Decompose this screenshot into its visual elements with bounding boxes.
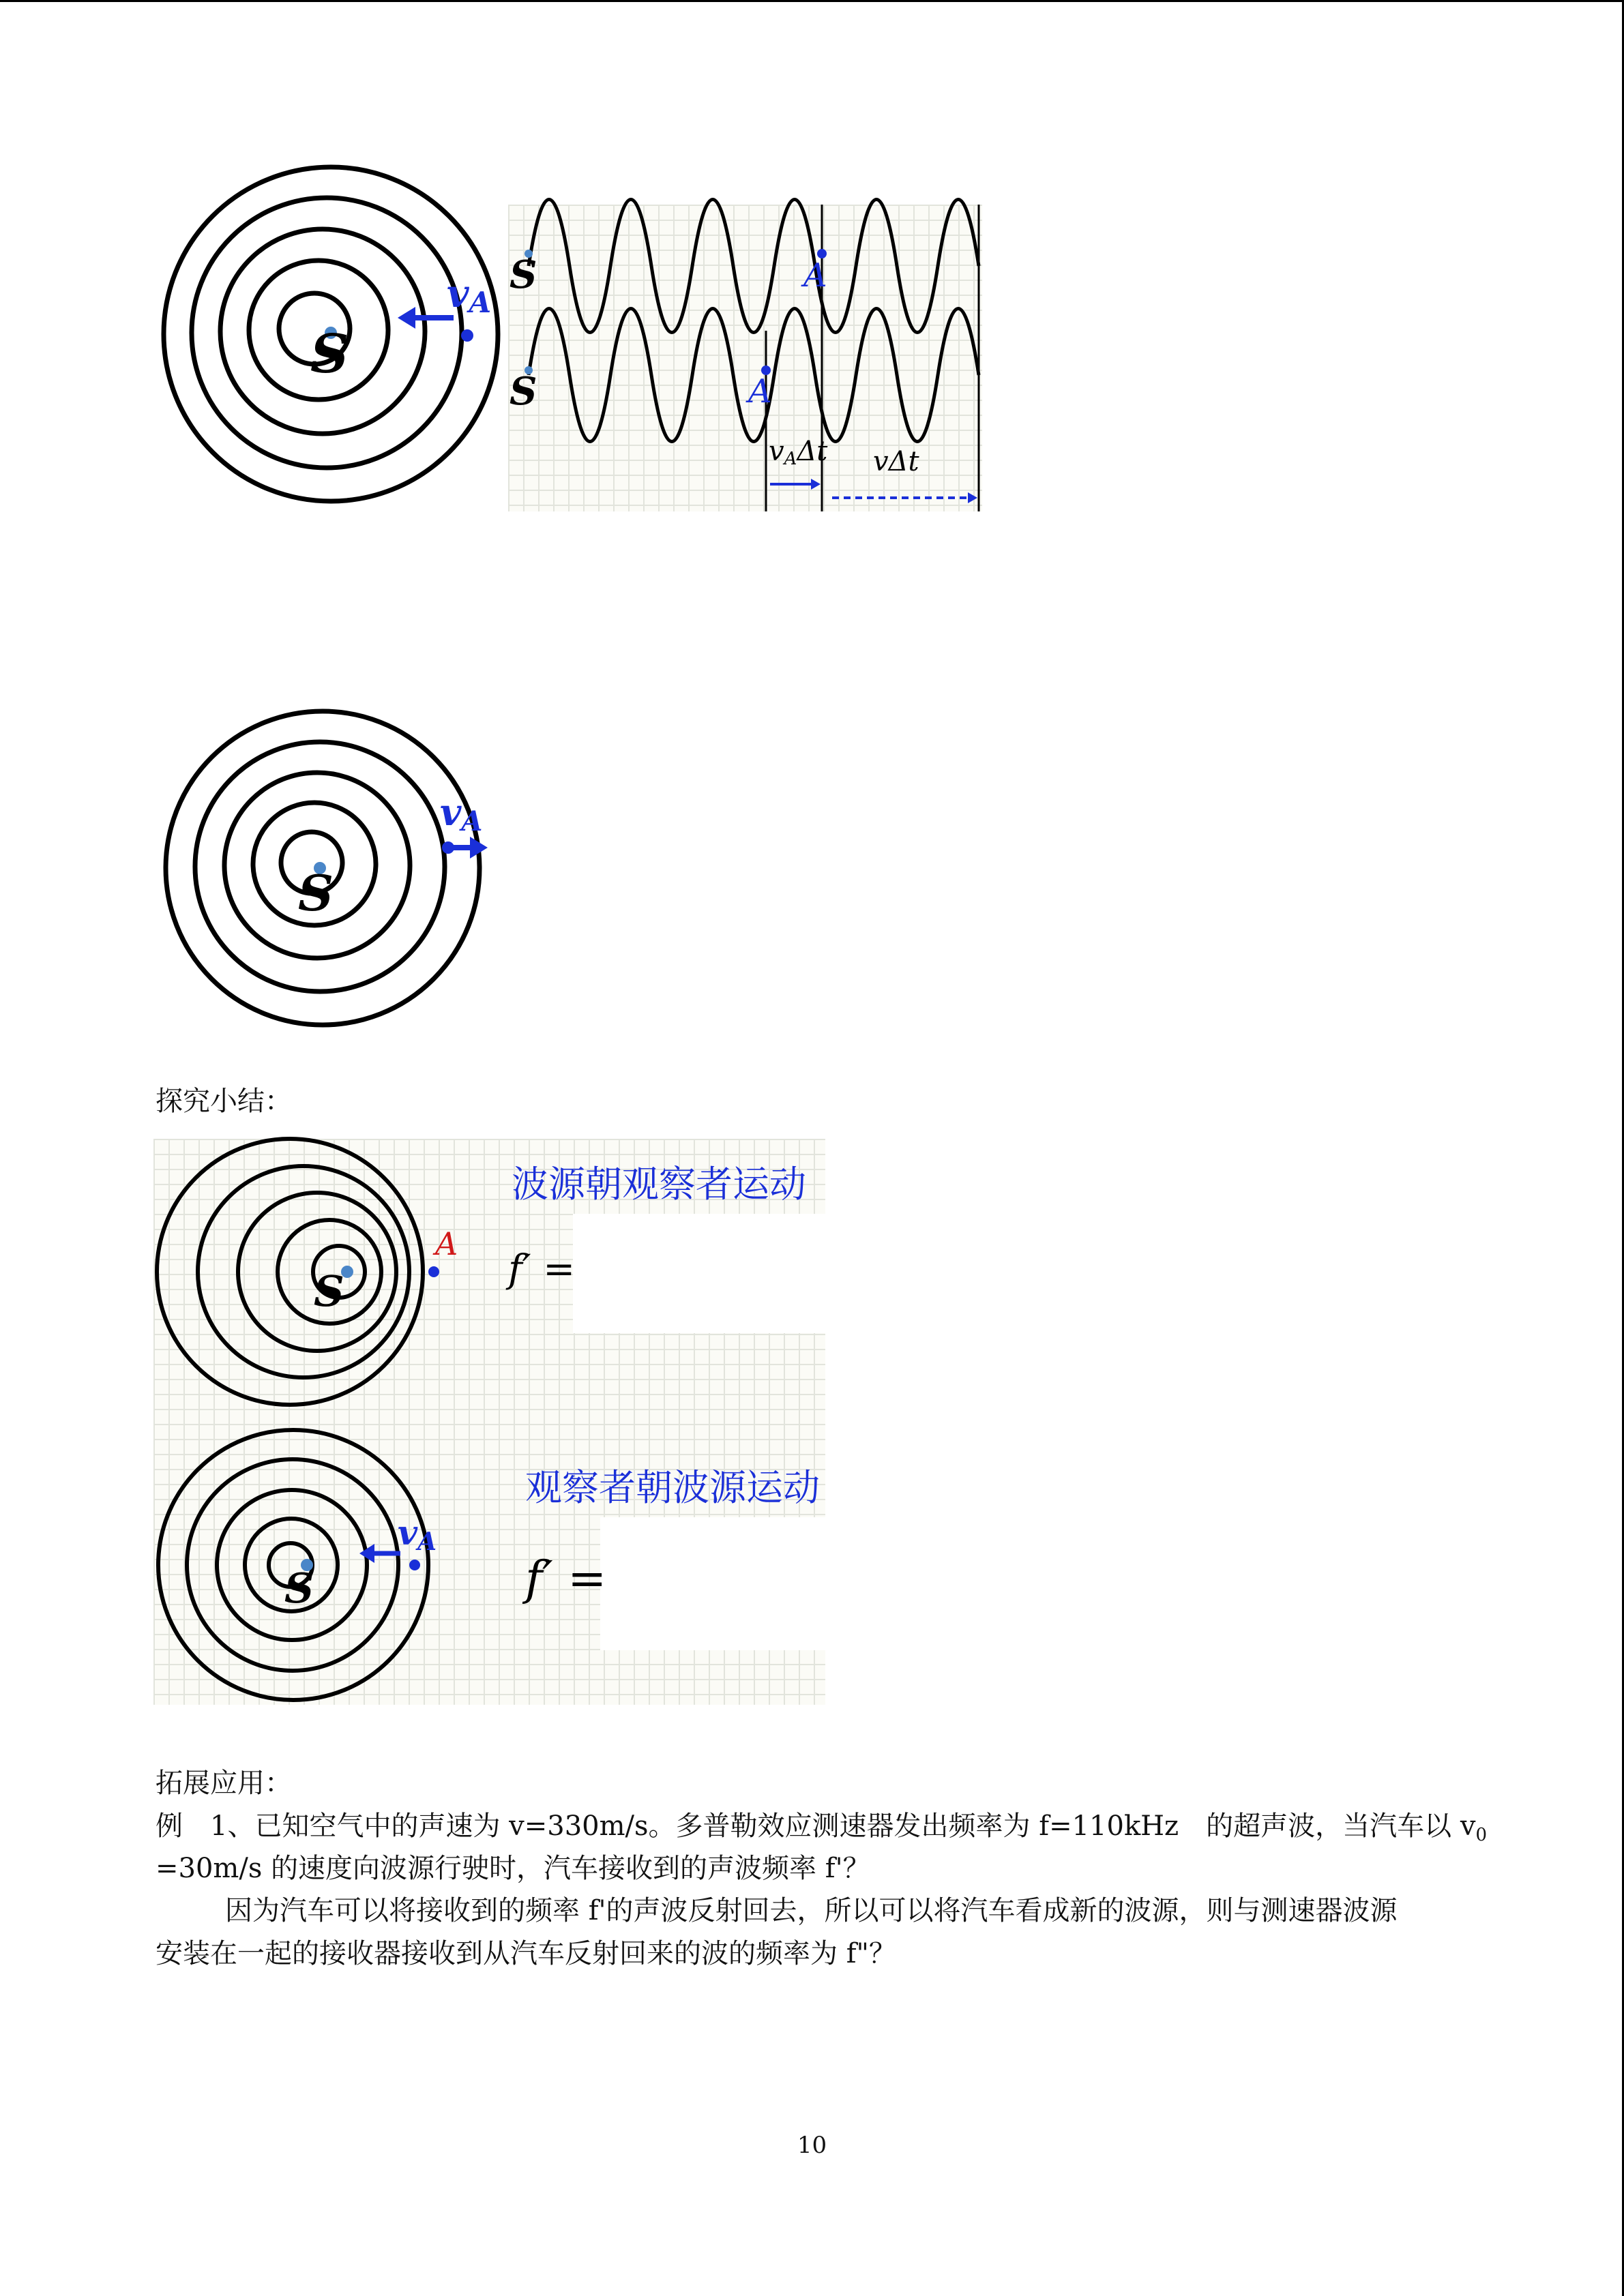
- panel1-point-label: A: [435, 1225, 458, 1262]
- panel2-caption: 观察者朝波源运动: [525, 1466, 820, 1509]
- panel2-velocity-label: vA: [398, 1512, 437, 1556]
- summary-panels: [153, 1139, 825, 1705]
- panel1-source-label: S: [314, 1266, 344, 1316]
- observer-dot: [461, 329, 473, 342]
- figure1-waves: [508, 205, 982, 511]
- paragraph-line-1: 因为汽车可以将接收到的频率 f'的声波反射回去，所以可以将汽车看成新的波源，则与测速器波源: [225, 1895, 1398, 1926]
- panel1-formula: f′ =: [508, 1247, 576, 1292]
- fig2-source-label: S: [298, 864, 334, 922]
- wave-row1: [529, 200, 979, 333]
- wave2-point-label: A: [748, 372, 772, 411]
- panel2-formula: f′ =: [525, 1552, 607, 1606]
- summary-heading: 探究小结：: [156, 1086, 292, 1117]
- panel1-caption: 波源朝观察者运动: [512, 1163, 806, 1206]
- velocity-label: vA: [447, 271, 492, 319]
- figure1-circles: [153, 157, 508, 511]
- paragraph-line-2: 安装在一起的接收器接收到从汽车反射回来的波的频率为 f"？: [156, 1938, 896, 1969]
- example-line-2: =30m/s 的速度向波源行驶时，汽车接收到的声波频率 f'？: [156, 1853, 870, 1884]
- fig2-velocity-label: vA: [440, 790, 483, 837]
- source-label: S: [310, 323, 349, 385]
- measure2-label: vΔt: [873, 446, 919, 477]
- top-border: [0, 0, 1624, 2]
- wave2-source-label: S: [510, 369, 537, 414]
- figure2-circles: [153, 706, 508, 1033]
- example-line-1: 例 1、已知空气中的声速为 v=330m/s。多普勒效应测速器发出频率为 f=110kHz 的超声波，当汽车以 $v_0$: [156, 1810, 1487, 1845]
- page-number: 10: [797, 2132, 827, 2159]
- measure1-label: vAΔt: [769, 436, 828, 469]
- panel2-source-label: S: [284, 1565, 314, 1613]
- wave1-source-label: S: [510, 252, 537, 297]
- wave1-point-label: A: [803, 256, 827, 295]
- extension-heading: 拓展应用：: [156, 1768, 292, 1799]
